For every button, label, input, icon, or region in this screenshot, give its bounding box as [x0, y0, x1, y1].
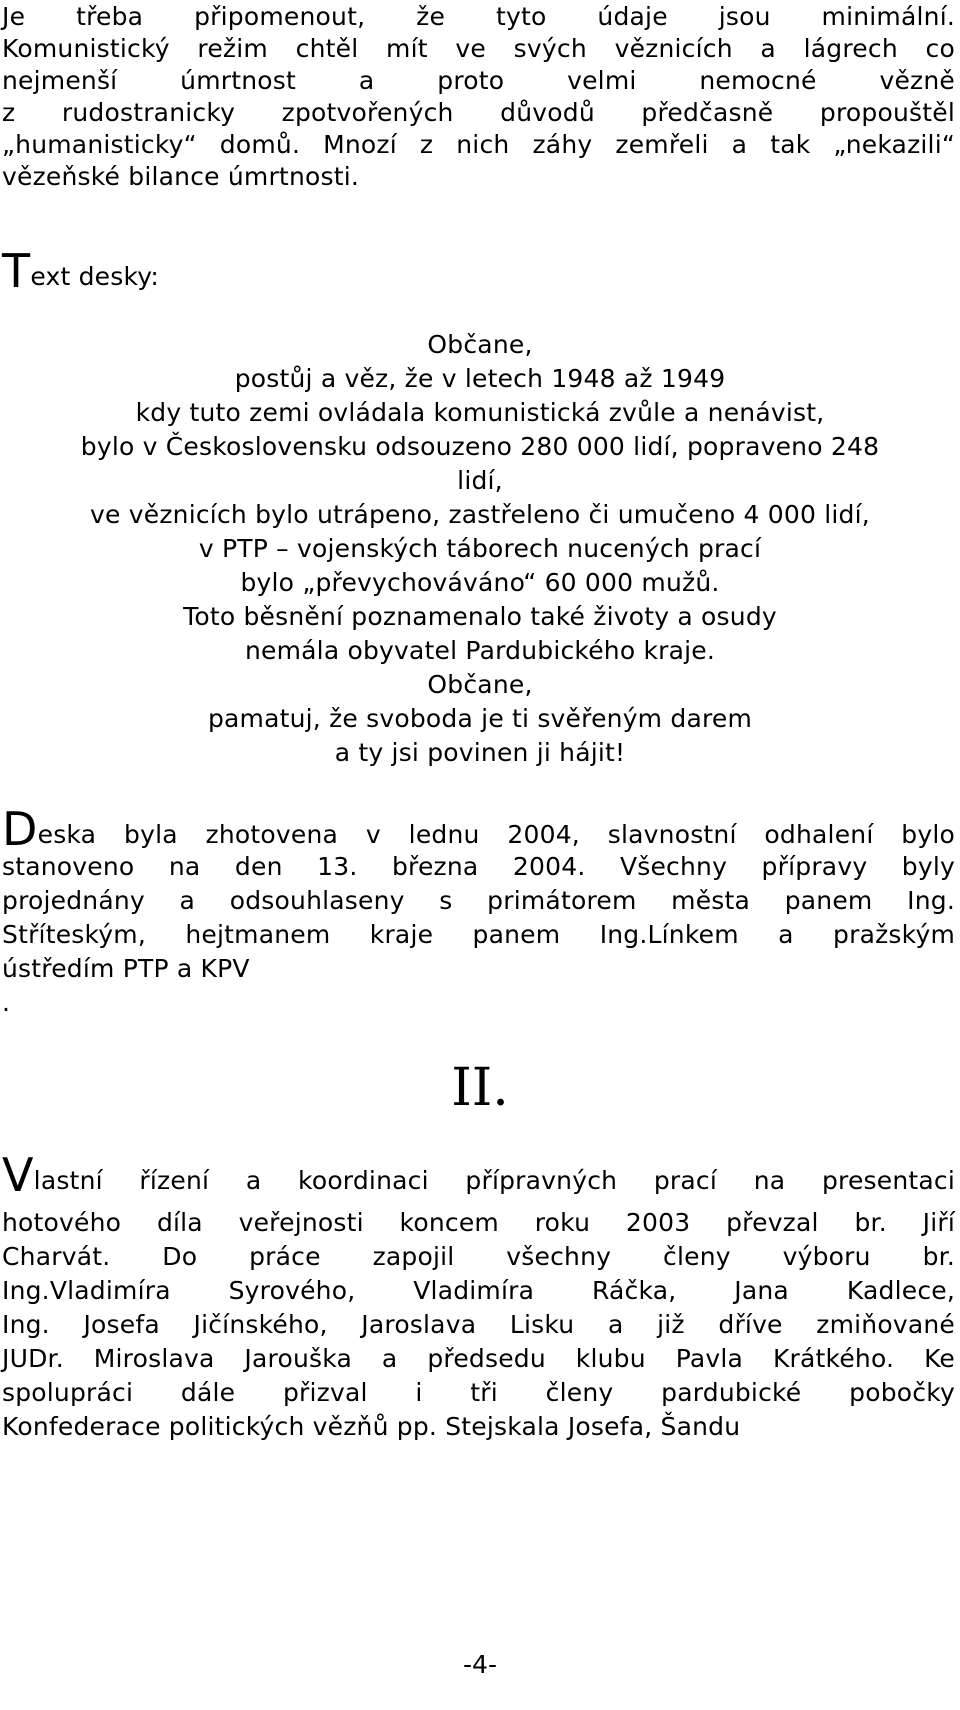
section2-first-line-text: lastní řízení a koordinaci přípravných prací na presentaci — [33, 1166, 955, 1195]
intro-line: Je třeba připomenout, že tyto údaje jsou minimální. — [2, 2, 955, 31]
plaque-line: Občane, — [427, 330, 533, 359]
section2-line: Ing. Josefa Jičínského, Jaroslava Lisku a již dříve zmiňované — [2, 1310, 955, 1339]
plaque-line: Občane, — [427, 670, 533, 699]
section2-line: Ing.Vladimíra Syrového, Vladimíra Ráčka, Jana Kadlece, — [2, 1276, 955, 1305]
intro-line: „humanisticky“ domů. Mnozí z nich záhy zemřeli a tak „nekazili“ — [2, 130, 955, 159]
page-number: -4- — [463, 1650, 497, 1679]
plaque-heading-text: ext desky: — [30, 262, 160, 291]
deska-first-line-text: eska byla zhotovena v lednu 2004, slavnostní odhalení bylo — [37, 820, 955, 849]
section2-first-line — [2, 1148, 955, 1202]
section-number: II. — [451, 1058, 509, 1118]
deska-first-line — [2, 802, 955, 856]
plaque-line: v PTP – vojenských táborech nucených prací — [198, 534, 762, 563]
deska-line: . — [2, 988, 11, 1017]
plaque-heading — [2, 244, 160, 298]
section2-line: hotového díla veřejnosti koncem roku 2003 převzal br. Jiří — [2, 1208, 955, 1237]
plaque-line: bylo „převychováváno“ 60 000 mužů. — [240, 568, 720, 597]
dropcap: D — [2, 802, 38, 856]
plaque-line: Toto běsnění poznamenalo také životy a osudy — [183, 602, 777, 631]
plaque-line: ve věznicích bylo utrápeno, zastřeleno či umučeno 4 000 lidí, — [90, 500, 870, 529]
plaque-line: pamatuj, že svoboda je ti svěřeným darem — [207, 704, 753, 733]
section2-line: JUDr. Miroslava Jarouška a předsedu klubu Pavla Krátkého. Ke — [2, 1344, 955, 1373]
intro-line: vězeňské bilance úmrtnosti. — [2, 162, 359, 191]
plaque-line: a ty jsi povinen ji hájit! — [334, 738, 626, 767]
plaque-line: lidí, — [457, 466, 503, 495]
intro-line: z rudostranicky zpotvořených důvodů předčasně propouštěl — [2, 98, 955, 127]
plaque-line: nemála obyvatel Pardubického kraje. — [244, 636, 716, 665]
plaque-line: postůj a věz, že v letech 1948 až 1949 — [234, 364, 726, 393]
section2-line: Charvát. Do práce zapojil všechny členy výboru br. — [2, 1242, 955, 1271]
dropcap: T — [2, 244, 31, 298]
section2-line: Konfederace politických vězňů pp. Stejskala Josefa, Šandu — [2, 1412, 741, 1441]
dropcap: V — [2, 1148, 34, 1202]
plaque-line: kdy tuto zemi ovládala komunistická zvůle a nenávist, — [135, 398, 825, 427]
deska-line: Stříteským, hejtmanem kraje panem Ing.Línkem a pražským — [2, 920, 955, 949]
intro-line: nejmenší úmrtnost a proto velmi nemocné vězně — [2, 66, 955, 95]
section2-line: spolupráci dále přizval i tři členy pardubické pobočky — [2, 1378, 955, 1407]
intro-line: Komunistický režim chtěl mít ve svých věznicích a lágrech co — [2, 34, 955, 63]
deska-line: ústředím PTP a KPV — [2, 954, 250, 983]
plaque-line: bylo v Československu odsouzeno 280 000 lidí, popraveno 248 — [80, 432, 880, 461]
deska-line: projednány a odsouhlaseny s primátorem města panem Ing. — [2, 886, 955, 915]
deska-line: stanoveno na den 13. března 2004. Všechny přípravy byly — [2, 852, 955, 881]
